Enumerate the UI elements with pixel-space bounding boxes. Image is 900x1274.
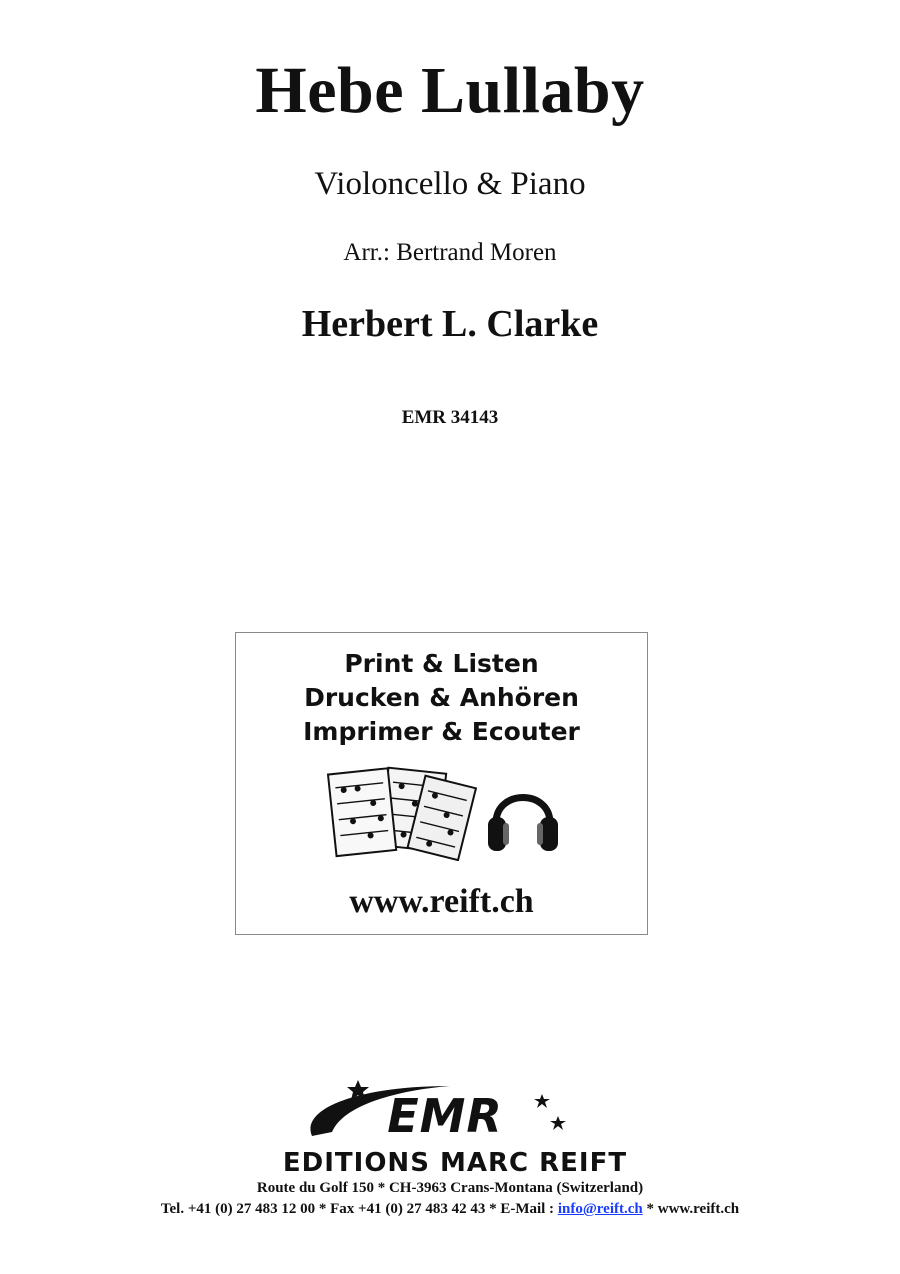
emr-logo-icon (240, 1076, 670, 1176)
page-title: Hebe Lullaby (255, 54, 645, 127)
headphones-icon (488, 798, 558, 852)
catalog-number: EMR 34143 (401, 407, 499, 428)
publisher-contact (0, 1202, 900, 1217)
promo-line-english: Print & Listen (344, 649, 539, 678)
contact-website: * www.reift.ch (642, 1201, 740, 1217)
emr-publisher-logo (240, 1076, 670, 1176)
contact-phone-fax: Tel. +41 (0) 27 483 12 00 * Fax +41 (0) 27 483 42 43 * E-Mail : (160, 1201, 558, 1217)
promo-website-link[interactable]: www.reift.ch (349, 883, 534, 920)
publisher-name: EDITIONS MARC REIFT (282, 1148, 628, 1176)
sheet-music-icon (324, 761, 564, 861)
print-listen-box (235, 632, 648, 935)
arranger: Arr.: Bertrand Moren (343, 239, 557, 266)
publisher-address: Route du Golf 150 * CH-3963 Crans-Montana (Switzerland) (256, 1180, 644, 1196)
email-link[interactable]: info@reift.ch (557, 1201, 643, 1217)
promo-line-french: Imprimer & Ecouter (303, 717, 580, 746)
promo-line-german: Drucken & Anhören (304, 683, 579, 712)
instrumentation: Violoncello & Piano (314, 166, 586, 202)
composer: Herbert L. Clarke (301, 303, 599, 345)
svg-text:EMR: EMR (387, 1089, 503, 1143)
promo-icons (324, 761, 564, 861)
